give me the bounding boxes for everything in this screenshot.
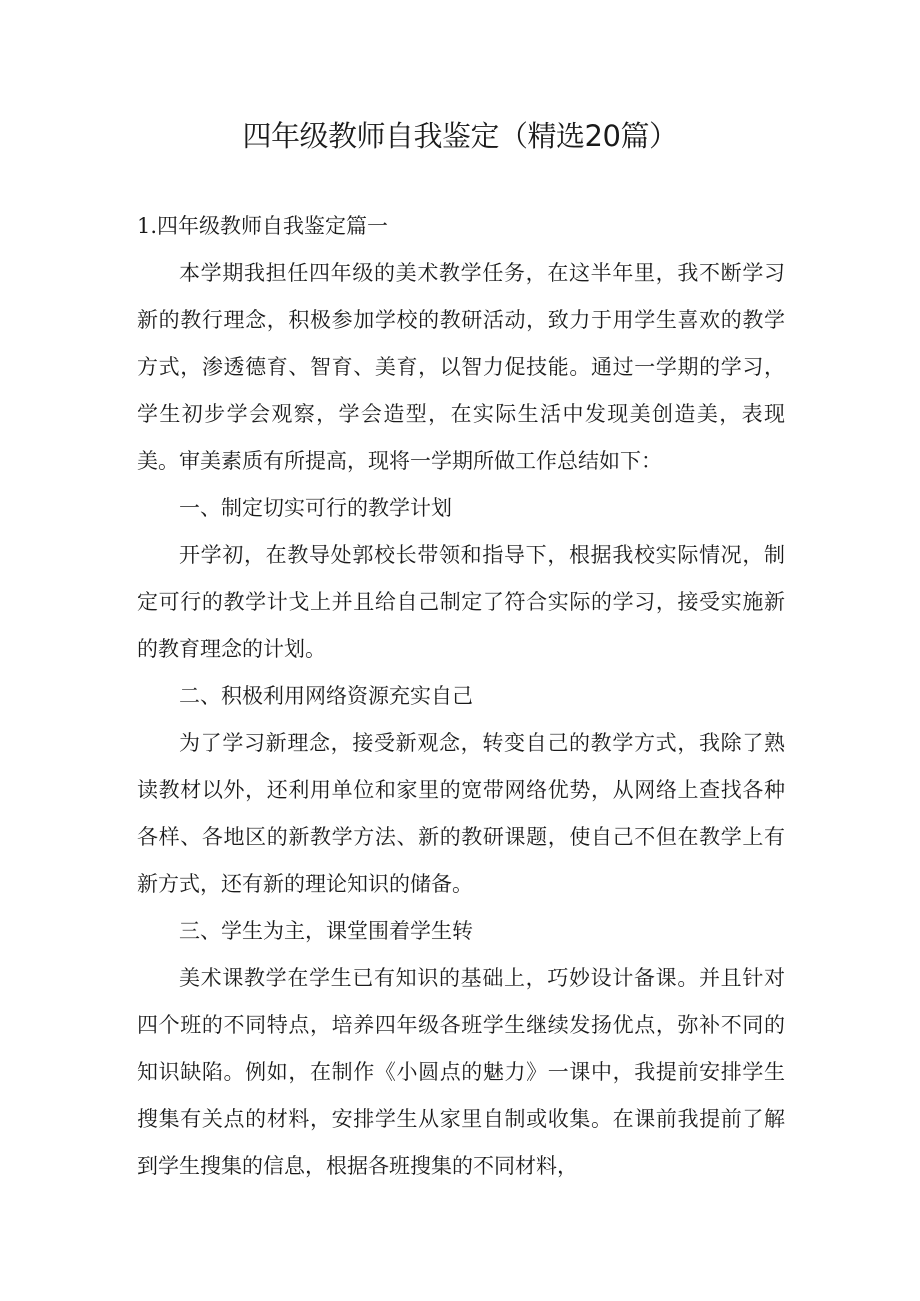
- subheading-teaching-plan: 一、制定切实可行的教学计划: [179, 496, 452, 520]
- section-heading: 1.四年级教师自我鉴定篇一: [137, 214, 389, 238]
- paragraph-student-centered: 美术课教学在学生已有知识的基础上，巧妙设计备课。并且针对四个班的不同特点，培养四年级各班学生继续发扬优点，弥补不同的知识缺陷。例如，在制作《小圆点的魅力》一课中，我提前安排学生搜集有关点的材料，安排学生从家里自制或收集。在课前我提前了解到学生搜集的信息，根据各班搜集的不同材料，: [137, 966, 785, 1178]
- paragraph-intro: 本学期我担任四年级的美术教学任务，在这半年里，我不断学习新的教行理念，积极参加学校的教研活动，致力于用学生喜欢的教学方式，渗透德育、智育、美育，以智力促技能。通过一学期的学习，学生初步学会观察，学会造型，在实际生活中发现美创造美，表现美。审美素质有所提高，现将一学期所做工作总结如下：: [137, 261, 785, 473]
- document-body: [137, 203, 785, 1190]
- subheading-student-centered: 三、学生为主，课堂围着学生转: [179, 919, 473, 943]
- paragraph-teaching-plan: 开学初，在教导处郭校长带领和指导下，根据我校实际情况，制定可行的教学计戈上并且给自己制定了符合实际的学习，接受实施新的教育理念的计划。: [137, 543, 785, 661]
- document-title: 四年级教师自我鉴定（精选20篇）: [242, 119, 678, 153]
- subheading-network-resources: 二、积极利用网络资源充实自己: [179, 684, 473, 708]
- paragraph-network-resources: 为了学习新理念，接受新观念，转变自己的教学方式，我除了熟读教材以外，还利用单位和家里的宽带网络优势，从网络上查找各种各样、各地区的新教学方法、新的教研课题，使自己不但在教学上有新方式，还有新的理论知识的储备。: [137, 731, 785, 896]
